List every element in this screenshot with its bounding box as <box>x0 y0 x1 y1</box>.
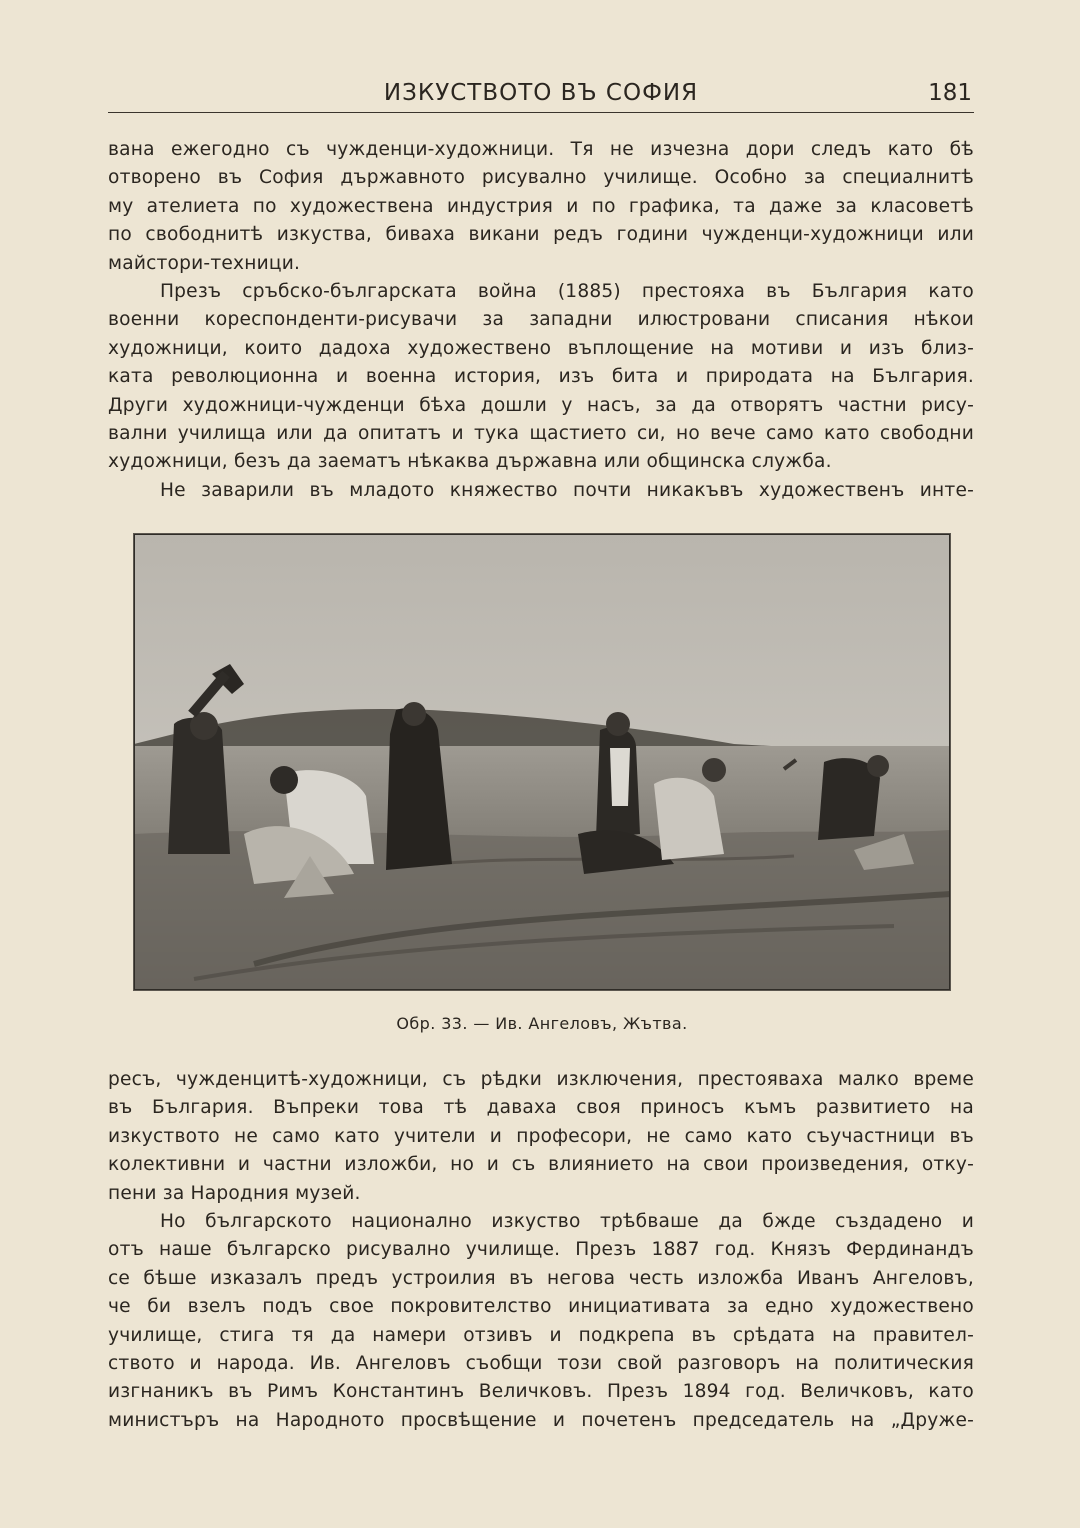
text-line: колективни и частни изложби, но и съ влиянието на свои произведения, отку- <box>108 1154 974 1176</box>
text-line: въ България. Въпреки това тѣ даваха своя приносъ къмъ развитието на <box>108 1097 974 1119</box>
text-line: че би взелъ подъ свое покровителство инициативата за едно художествено <box>108 1296 974 1318</box>
paragraph-4 <box>108 1066 974 1208</box>
text-line: пени за Народния музей. <box>108 1182 361 1204</box>
page-number: 181 <box>928 80 972 106</box>
harvest-scene-illustration <box>134 534 950 990</box>
text-line: отворено въ София държавното рисувално училище. Особно за специалнитѣ <box>108 167 974 189</box>
text-line: майстори-техници. <box>108 252 301 274</box>
paragraph-1 <box>108 136 974 278</box>
text-line: вана ежегодно съ чужденци-художници. Тя не изчезна дори следъ като бѣ <box>108 139 974 160</box>
text-line: художници, безъ да заематъ нѣкаква държавна или общинска служба. <box>108 451 832 473</box>
text-line: му ателиета по художествена индустрия и по графика, та даже за класоветѣ <box>108 195 974 217</box>
text-line: Не заварили въ младото княжество почти никакъвъ художественъ инте- <box>160 479 974 501</box>
text-line: военни кореспонденти-рисувачи за западни илюстровани списания нѣкои <box>108 309 974 331</box>
text-line: отъ наше българско рисувално училище. Презъ 1887 год. Князъ Фердинандъ <box>108 1239 974 1261</box>
paragraph-2 <box>108 278 974 477</box>
text-line: Но българското национално изкуство трѣбваше да бжде създадено и <box>160 1210 974 1232</box>
harvest-painting-reproduction <box>134 534 950 990</box>
text-line: министъръ на Народното просвѣщение и почетенъ председатель на „Друже- <box>108 1409 974 1431</box>
text-line: Презъ сръбско-българската война (1885) престояха въ България като <box>160 280 974 302</box>
text-line: училище, стига тя да намери отзивъ и подкрепа въ срѣдата на правител- <box>108 1324 974 1346</box>
text-line: по свободнитѣ изкуства, биваха викани редъ години чужденци-художници или <box>108 224 974 246</box>
text-block-bottom <box>108 1066 974 1435</box>
running-title: ИЗКУСТВОТО ВЪ СОФИЯ <box>383 80 699 106</box>
text-line: Други художници-чужденци бѣха дошли у насъ, за да отворятъ частни рису- <box>108 394 974 416</box>
text-block-top <box>108 136 974 505</box>
text-line: ресъ, чужденцитѣ-художници, съ рѣдки изключения, престояваха малко време <box>108 1069 974 1090</box>
running-header <box>108 78 974 113</box>
text-line: художници, които дадоха художествено въплощение на мотиви и изъ близ- <box>108 337 974 359</box>
text-line: изкуството не само като учители и професори, не само като съучастници въ <box>108 1125 974 1147</box>
text-line: ката революционна и военна история, изъ бита и природата на България. <box>108 366 974 388</box>
paragraph-5 <box>108 1208 974 1435</box>
text-line: ството и народа. Ив. Ангеловъ съобщи този свой разговоръ на политическия <box>108 1352 974 1374</box>
figure-caption: Обр. 33. — Ив. Ангеловъ, Жътва. <box>396 1014 688 1033</box>
text-line: се бѣше изказалъ предъ устроилия въ негова честь изложба Иванъ Ангеловъ, <box>108 1267 974 1289</box>
paragraph-3 <box>108 477 974 505</box>
text-line: изгнаникъ въ Римъ Константинъ Величковъ. Презъ 1894 год. Величковъ, като <box>108 1381 974 1403</box>
text-line: вални училища или да опитатъ и тука щастието си, но вече само като свободни <box>108 422 974 444</box>
